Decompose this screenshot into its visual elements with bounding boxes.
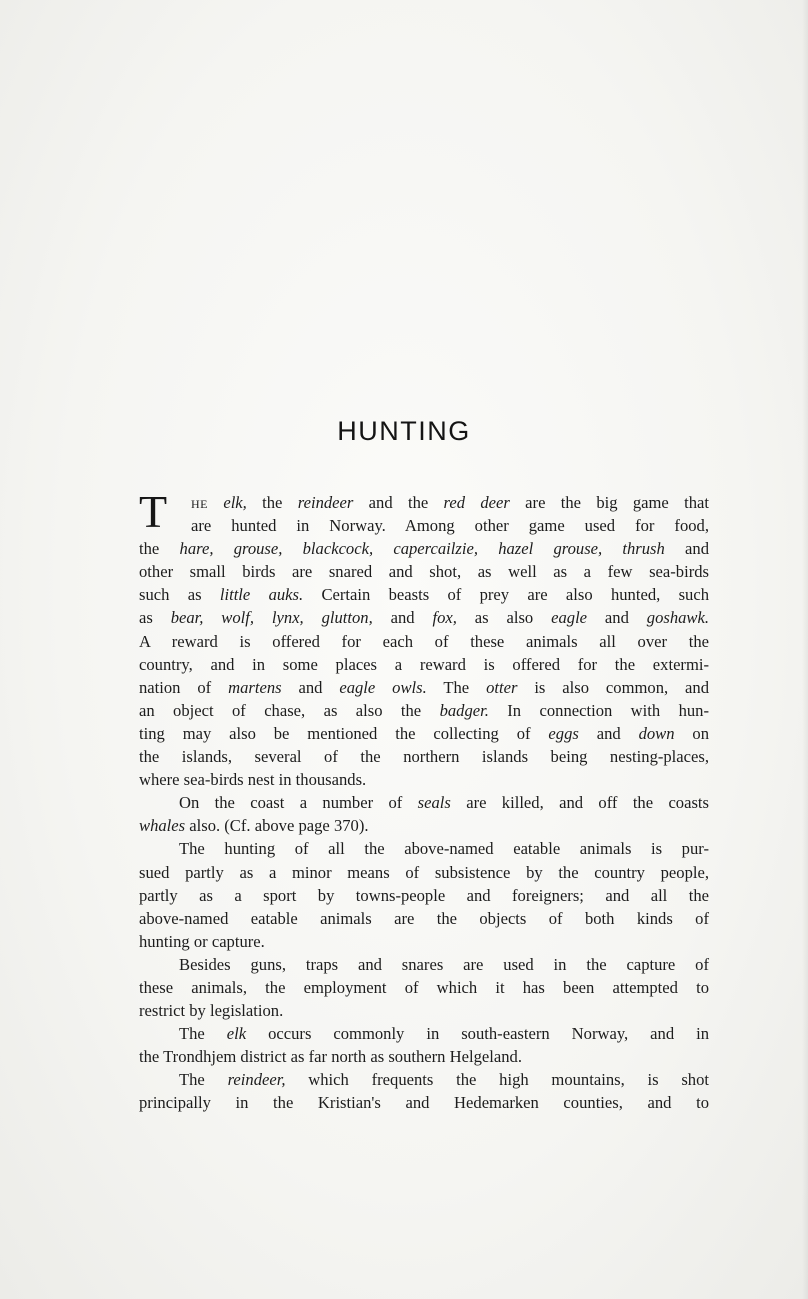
- text-run: also. (Cf. above page 370).: [185, 816, 369, 836]
- text-line: [139, 722, 709, 745]
- body-text: [139, 486, 710, 1115]
- text-run: where sea-birds nest in thousands.: [139, 770, 367, 790]
- text-run: such as: [139, 585, 220, 605]
- scan-edge-shadow: [802, 0, 808, 1299]
- text-run: is also common, and: [517, 677, 709, 697]
- text-run: are hunted in Norway. Among other game used for food,: [191, 516, 709, 536]
- text-run: other small birds are snared and shot, as well as a few sea-birds: [139, 562, 709, 582]
- italic-term: otter: [486, 677, 518, 697]
- italic-term: little auks.: [219, 585, 304, 605]
- paragraph: [139, 486, 710, 791]
- text-line: [139, 837, 709, 860]
- text-run: and: [578, 723, 639, 743]
- text-run: The: [179, 1070, 228, 1090]
- text-run: Certain beasts of prey are also hunted, such: [303, 585, 709, 605]
- italic-term: eagle owls.: [339, 677, 427, 697]
- text-run: are the big game that: [509, 493, 709, 512]
- text-run: the: [139, 539, 180, 559]
- italic-term: red deer: [443, 493, 510, 512]
- text-run: Besides guns, traps and snares are used in the capture of: [179, 954, 709, 974]
- text-run: the islands, several of the northern islands being nesting-places,: [139, 747, 709, 767]
- text-run: hunting or capture.: [139, 931, 265, 951]
- text-run: the Trondhjem district as far north as southern Helgeland.: [139, 1047, 522, 1067]
- text-line: [139, 999, 709, 1022]
- text-run: The hunting of all the above-named eatable animals is pur-: [179, 839, 709, 859]
- italic-term: elk,: [223, 493, 247, 512]
- italic-term: bear, wolf, lynx, glutton,: [170, 608, 373, 628]
- text-line: [139, 1045, 709, 1068]
- text-run: are killed, and off the coasts: [450, 793, 709, 813]
- text-run: principally in the Kristian's and Hedemarken counties, and to: [139, 1093, 709, 1113]
- text-run: and: [664, 539, 710, 559]
- text-run: as also: [456, 608, 552, 628]
- italic-term: seals: [417, 793, 451, 813]
- text-run: partly as a sport by towns-people and foreigners; and all the: [139, 885, 709, 905]
- text-run: he: [191, 493, 208, 512]
- text-run: ting may also be mentioned the collecting of: [139, 723, 549, 743]
- italic-term: badger.: [439, 700, 489, 720]
- text-line: [139, 791, 709, 814]
- italic-term: eggs: [548, 723, 579, 743]
- text-run: The: [179, 1024, 227, 1044]
- text-run: restrict by legislation.: [139, 1001, 284, 1021]
- text-run: above-named eatable animals are the objects of both kinds of: [139, 908, 709, 928]
- italic-term: goshawk.: [646, 608, 709, 628]
- text-line: [139, 491, 709, 514]
- text-run: sued partly as a minor means of subsistence by the country people,: [139, 862, 709, 882]
- text-run: nation of: [139, 677, 229, 697]
- text-line: [139, 976, 709, 999]
- text-run: and: [281, 677, 340, 697]
- text-run: In connection with hun-: [488, 700, 709, 720]
- text-run: and: [372, 608, 433, 628]
- text-line: [139, 907, 709, 930]
- text-line: [139, 1068, 709, 1091]
- page-title: HUNTING: [337, 416, 471, 446]
- text-line: [139, 630, 709, 653]
- text-line: [139, 1022, 709, 1045]
- italic-term: elk: [226, 1024, 247, 1044]
- text-run: the: [246, 493, 298, 512]
- text-run: an object of chase, as also the: [139, 700, 440, 720]
- paragraph: [139, 1068, 709, 1114]
- italic-term: whales: [139, 816, 186, 836]
- text-line: [139, 606, 709, 629]
- text-run: which frequents the high mountains, is shot: [285, 1070, 709, 1090]
- text-line: [139, 653, 709, 676]
- text-run: On the coast a number of: [179, 793, 418, 813]
- italic-term: fox,: [432, 608, 457, 628]
- text-line: [139, 560, 709, 583]
- text-line: [139, 930, 709, 953]
- paragraph: [139, 1022, 709, 1068]
- text-run: A reward is offered for each of these animals all over the: [139, 631, 709, 651]
- paragraph: [139, 837, 709, 952]
- italic-term: martens: [228, 677, 282, 697]
- text-line: [139, 861, 709, 884]
- italic-term: reindeer,: [227, 1070, 286, 1090]
- text-line: [139, 537, 709, 560]
- italic-term: down: [638, 723, 675, 743]
- text-run: country, and in some places a reward is offered for the extermi-: [139, 654, 709, 674]
- text-line: [139, 514, 709, 537]
- text-line: [139, 676, 709, 699]
- italic-term: reindeer: [297, 493, 354, 512]
- text-line: [139, 814, 709, 837]
- italic-term: hare, grouse, blackcock, capercailzie, hazel grouse, thrush: [179, 539, 665, 559]
- text-line: [139, 953, 709, 976]
- text-run: on: [674, 723, 710, 743]
- text-run: these animals, the employment of which it has been attempted to: [139, 977, 709, 997]
- text-run: as: [139, 608, 171, 628]
- text-line: [139, 699, 709, 722]
- paragraph: [139, 791, 709, 837]
- text-run: [208, 493, 223, 512]
- italic-term: eagle: [551, 608, 588, 628]
- text-run: The: [426, 677, 487, 697]
- drop-cap: T: [139, 486, 168, 537]
- text-line: [139, 884, 709, 907]
- text-line: [139, 1091, 709, 1114]
- text-run: and: [587, 608, 647, 628]
- text-line: [139, 583, 709, 606]
- text-run: and the: [353, 493, 444, 512]
- paragraph: [139, 953, 709, 1022]
- text-line: [139, 745, 709, 768]
- text-run: occurs commonly in south-eastern Norway, and in: [246, 1024, 709, 1044]
- text-line: [139, 768, 709, 791]
